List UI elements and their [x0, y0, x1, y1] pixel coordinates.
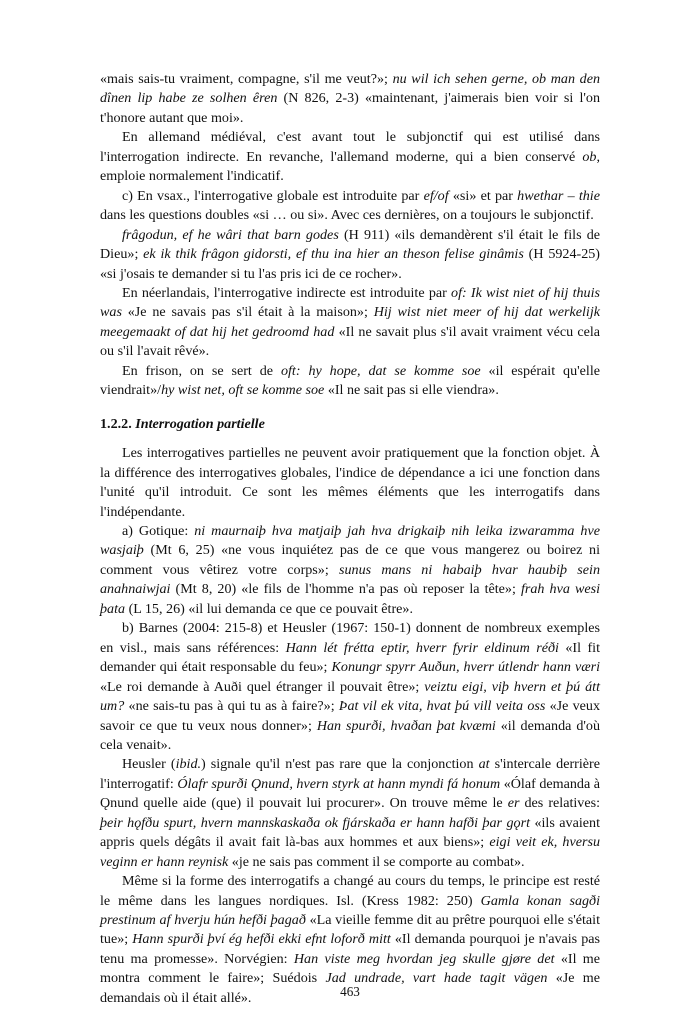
text-run-italic: ek ik thik frâgon gidorsti, ef thu ina hier an theson felise ginâmis — [143, 246, 524, 263]
paragraph — [100, 522, 600, 619]
text-run-roman: «il demanda d'où cela venait». — [100, 717, 600, 753]
text-run-roman: des relatives: — [519, 795, 600, 812]
section-heading-title: Interrogation partielle — [135, 415, 265, 432]
paragraph — [100, 755, 600, 872]
text-run-roman: «Il ne savait plus s'il avait vraiment vécu cela ou s'il l'avait rêvé». — [100, 323, 600, 360]
text-run-italic: frâgodun, ef he wâri that barn godes — [122, 226, 339, 243]
text-run-roman: En frison, on se sert de — [122, 362, 281, 379]
section-heading — [100, 415, 600, 434]
text-run-italic: ni maurnaiþ hva matjaiþ jah hva drigkaiþ nih leika izwaramma hve wasjaiþ — [100, 522, 600, 559]
text-run-italic: þeir hǫfðu spurt, hvern mannskaskaða ok fjárskaða er hann hafði þar gǫrt — [100, 814, 530, 831]
text-run-roman: «Je me demandais où il était allé». — [100, 970, 600, 1006]
paragraph — [100, 284, 600, 362]
text-run-roman: ) signale qu'il n'est pas rare que la conjonction — [201, 756, 479, 773]
text-run-italic: sunus mans ni habaiþ hvar haubiþ sein anahnaiwjai — [100, 561, 600, 598]
text-run-italic: Ólafr spurði Ǫnund, hvern styrk at hann myndi fá honum — [177, 775, 501, 792]
text-run-italic: of: Ik wist niet of hij thuis was — [100, 284, 600, 321]
text-run-italic: ibid. — [175, 756, 202, 773]
text-run-italic: Hann spurði því ég hefði ekki efnt loforð mitt — [132, 931, 391, 948]
text-run-italic: Jad undrade, vart hade tagit vägen — [325, 970, 548, 987]
paragraph — [100, 444, 600, 522]
text-run-roman: En néerlandais, l'interrogative indirecte est introduite par — [122, 284, 452, 301]
text-run-roman: «Ólaf demanda à Ǫnund quelle aide (que) il pouvait lui procurer». On trouve même le — [100, 775, 601, 812]
text-run-italic: Konungr spyrr Auðun, hverr útlendr hann væri — [331, 659, 600, 676]
text-run-roman: «ne sais-tu pas à qui tu as à faire?»; — [124, 698, 339, 715]
text-run-roman: «Je veux savoir ce que tu veux nous donner»; — [100, 698, 601, 734]
text-run-italic: veiztu eigi, viþ hvern et þú átt um? — [100, 678, 600, 715]
text-run-roman: a) Gotique: — [122, 522, 195, 539]
text-run-italic: hwethar – thie — [517, 187, 600, 204]
text-run-roman: Heusler ( — [122, 756, 176, 773]
text-run-italic: nu wil ich sehen gerne, ob man den dînen lip habe ze solhen êren — [100, 71, 600, 107]
text-run-roman: c) En vsax., l'interrogative globale est introduite par — [122, 187, 424, 204]
page-body — [100, 70, 600, 1008]
text-run-roman: (H 5924-25) «si j'osais te demander si tu l'as pris ici de ce rocher». — [100, 246, 600, 282]
text-run-roman: «si» et par — [448, 187, 518, 204]
text-run-roman: b) Barnes (2004: 215-8) et Heusler (1967: 150-1) donnent de nombreux exemples en visl., mais sans références: — [100, 620, 600, 656]
text-run-roman: (Mt 8, 20) «le fils de l'homme n'a pas où reposer la tête»; — [170, 581, 521, 598]
text-run-roman: (N 826, 2-3) «maintenant, j'aimerais bien voir si l'on t'honore autant que moi». — [100, 90, 600, 126]
paragraph — [100, 187, 600, 226]
paragraph-block-before-heading — [100, 70, 600, 401]
text-run-italic: oft: hy hope, dat se komme soe — [280, 362, 481, 379]
text-run-roman: «Il demanda pourquoi je n'avais pas tenu ma promesse». Norvégien: — [100, 931, 600, 967]
text-run-roman: «je ne sais pas comment il se comporte au combat». — [228, 853, 525, 870]
text-run-italic: Han viste meg hvordan jeg skulle gjøre det — [293, 950, 555, 967]
text-run-roman: «Il me montra comment le faire»; Suédois — [100, 950, 601, 987]
text-run-italic: hy wist net, oft se komme soe — [161, 382, 325, 399]
text-run-roman: (Mt 6, 25) «ne vous inquiétez pas de ce que vous mangerez ou boirez ni comment vous vêtirez votre corps»; — [100, 542, 600, 578]
text-run-italic: frah hva wesi þata — [100, 581, 600, 617]
text-run-roman: , emploie normalement l'indicatif. — [100, 148, 600, 185]
page-number: 463 — [340, 984, 360, 999]
text-run-italic: Han spurði, hvaðan þat kvæmi — [316, 717, 496, 734]
text-run-roman: s'intercale derrière l'interrogatif: — [100, 756, 600, 792]
paragraph — [100, 619, 600, 755]
paragraph — [100, 128, 600, 186]
text-run-roman: dans les questions doubles «si … ou si». Avec ces dernières, on a toujours le subjonctif. — [100, 207, 594, 224]
text-run-roman: «Le roi demande à Auði quel étranger il pouvait être»; — [100, 678, 425, 695]
text-run-italic: Þat vil ek vita, hvat þú vill veita oss — [338, 698, 546, 715]
text-run-italic: Gamla konan sagði prestinum af hverju hún hefði þagað — [100, 892, 600, 929]
text-run-italic: Hij wist niet meer of hij dat werkelijk meegemaakt of dat hij het gedroomd had — [100, 304, 600, 340]
text-run-roman: «La vieille femme dit au prêtre pourquoi elle s'était tue»; — [100, 912, 600, 948]
text-run-roman: (L 15, 26) «il lui demanda ce que ce pouvait être». — [125, 600, 413, 617]
text-run-italic: ob — [582, 148, 597, 165]
text-run-roman: Les interrogatives partielles ne peuvent avoir pratiquement que la fonction objet. À la différence des interrogatives globales, l'indice de dépendance a ici une fonction dans l'unité qu'il introduit. Ce sont les mêmes éléments que les interrogatifs dans l'indépendante. — [100, 445, 600, 520]
text-run-roman: «mais sais-tu vraiment, compagne, s'il me veut?»; — [100, 71, 393, 87]
text-run-roman: «Il ne sait pas si elle viendra». — [324, 382, 499, 399]
text-run-italic: er — [507, 795, 520, 812]
text-run-italic: eigi veit ek, hversu veginn er hann reynisk — [100, 834, 601, 870]
text-run-italic: at — [478, 756, 490, 773]
text-run-roman: «Je ne savais pas s'il était à la maison»; — [121, 304, 374, 321]
paragraph — [100, 226, 600, 284]
paragraph-block-after-heading — [100, 444, 600, 1008]
section-heading-number: 1.2.2. — [100, 415, 132, 432]
paragraph — [100, 362, 600, 401]
text-run-italic: ef/of — [423, 187, 449, 204]
text-run-roman: «Il fit demander qui était responsable du feu»; — [100, 639, 601, 676]
text-run-roman: (H 911) «ils demandèrent s'il était le fils de Dieu»; — [100, 226, 600, 263]
text-run-roman: «ils avaient appris quels dégâts il avait fait là-bas aux hommes et aux biens»; — [100, 814, 600, 851]
text-run-italic: Hann lét frétta eptir, hverr fyrir eldinum réði — [285, 639, 559, 656]
text-run-roman: En allemand médiéval, c'est avant tout le subjonctif qui est utilisé dans l'interrogation indirecte. En revanche, l'allemand moderne, qui a bien conservé — [100, 129, 600, 165]
text-run-roman: Même si la forme des interrogatifs a changé au cours du temps, le principe est resté le même dans les langues nordiques. Isl. (Kress 1982: 250) — [100, 873, 600, 909]
paragraph — [100, 70, 600, 128]
text-run-roman: «il espérait qu'elle viendrait»/ — [100, 362, 601, 399]
